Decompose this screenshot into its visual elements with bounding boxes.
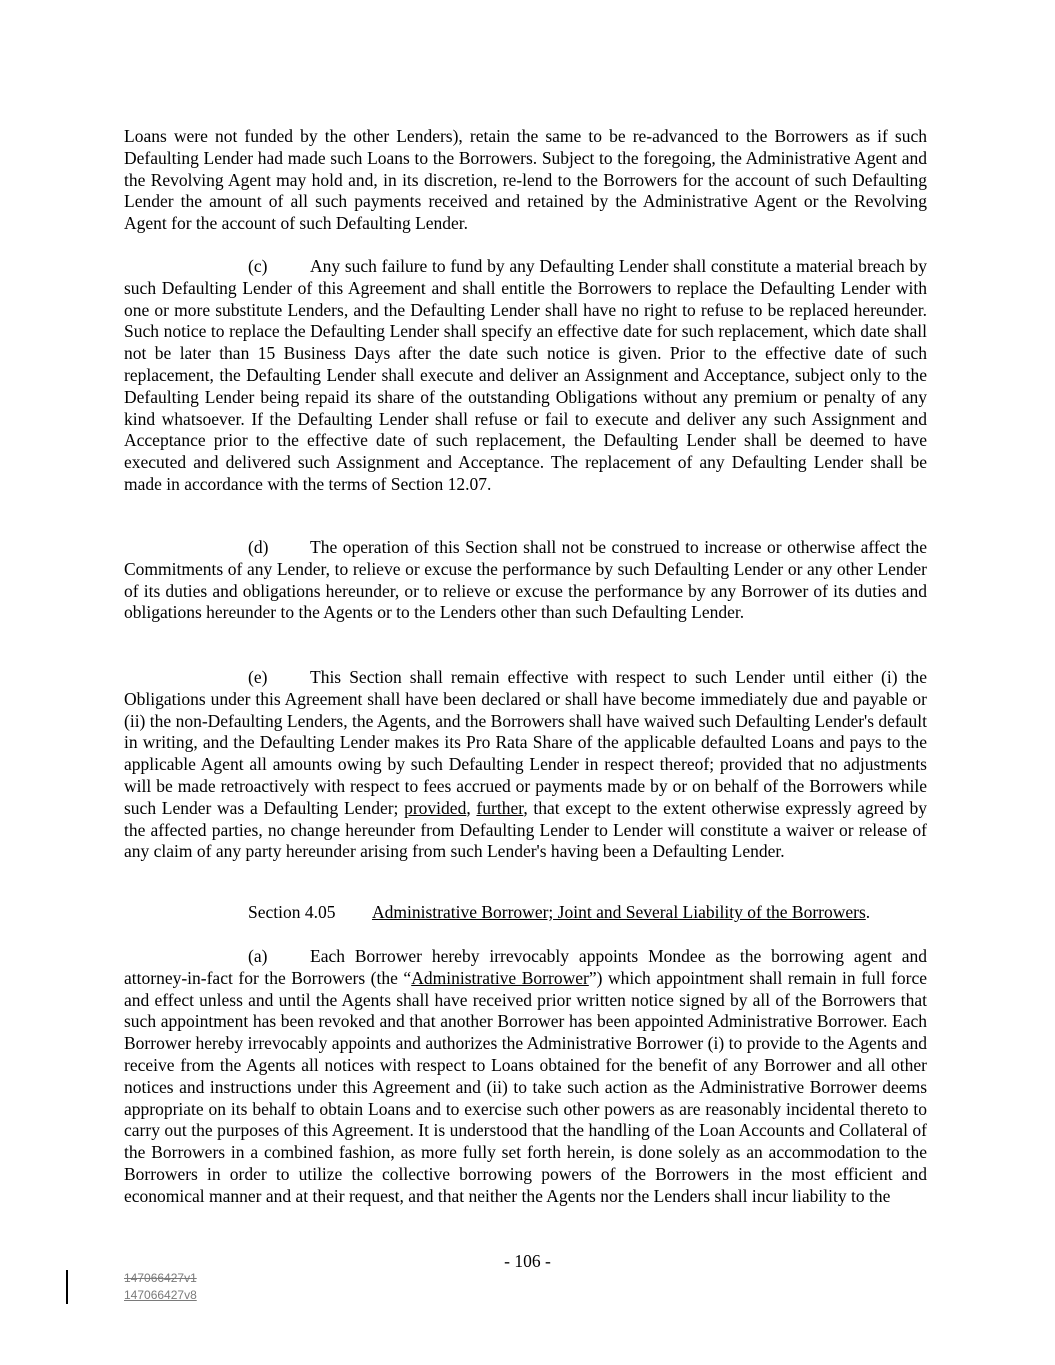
paragraph-a — [124, 946, 927, 1208]
term-further: further — [476, 797, 524, 818]
doc-id-old: 147066427v1 — [124, 1271, 197, 1285]
doc-id-new: 147066427v8 — [124, 1288, 197, 1302]
term-provided: provided — [404, 797, 467, 818]
section-number: Section 4.05 — [248, 902, 336, 922]
paragraph-d — [124, 537, 927, 624]
section-title: Administrative Borrower; Joint and Several Liability of the Borrowers — [372, 902, 866, 922]
paragraph-a-text-1: Each Borrower hereby irrevocably appoints Mondee as the borrowing agent and attorney-in-fact for the Borrowers (the “ — [124, 946, 927, 988]
paragraph-e-comma: , — [466, 797, 477, 818]
paragraph-c — [124, 256, 927, 496]
paragraph-e-text-1: This Section shall remain effective with respect to such Lender until either (i) the Obligations under this Agreement shall have been declared or shall have become immediately due and payable or (ii) the non-Defaulting Lenders, the Agents, and the Borrowers shall have waived such Defaulting Lender's default in writing, and the Defaulting Lender makes its Pro Rata Share of the applicable defaulted Loans and pays to the applicable Agent all amounts owing by such Defaulting Lender in respect thereof; provided that no adjustments will be made retroactively with respect to fees accrued or payments made by or on behalf of the Borrowers while such Lender was a Defaulting Lender; — [124, 667, 927, 818]
section-heading — [248, 902, 928, 924]
clause-label-c: (c) — [248, 256, 268, 276]
paragraph-e-text-2: , that except to the extent otherwise expressly agreed by the affected parties, no change hereunder from Defaulting Lender to Lender will constitute a waiver or release of any claim of any party hereunder arising from such Lender's having been a Defaulting Lender. — [124, 797, 927, 862]
paragraph-continuation: Loans were not funded by the other Lenders), retain the same to be re-advanced to the Borrowers as if such Defaulting Lender had made such Loans to the Borrowers. Subject to the foregoing, the Administrative Agent and the Revolving Agent may hold and, in its discretion, re-lend to the Borrowers for the account of such Defaulting Lender the amount of all such payments received and retained by the Administrative Agent or the Revolving Agent for the account of such Defaulting Lender. — [124, 126, 927, 234]
clause-label-e: (e) — [248, 667, 268, 687]
term-administrative-borrower: Administrative Borrower — [411, 967, 589, 988]
section-period: . — [865, 902, 871, 922]
page-number: - 106 - — [504, 1251, 551, 1271]
paragraph-d-text: The operation of this Section shall not be construed to increase or otherwise affect the Commitments of any Lender, to relieve or excuse the performance by such Defaulting Lender or any other Lender of its duties and obligations hereunder, or to relieve or excuse the performance by any Borrower of its duties and obligations hereunder to the Agents or to the Lenders other than such Defaulting Lender. — [124, 537, 927, 623]
clause-label-d: (d) — [248, 537, 269, 557]
paragraph-a-text-2: ”) which appointment shall remain in full force and effect unless and until the Agents shall have received prior written notice signed by all of the Borrowers that such appointment has been revoked and that another Borrower has been appointed Administrative Borrower. Each Borrower hereby irrevocably appoints and authorizes the Administrative Borrower (i) to provide to the Agents and receive from the Agents all notices with respect to Loans obtained for the benefit of any Borrower and all other notices and instructions under this Agreement and (ii) to take such action as the Administrative Borrower deems appropriate on its behalf to obtain Loans and to exercise such other powers as are reasonably incidental thereto to carry out the purposes of this Agreement. It is understood that the handling of the Loan Accounts and Collateral of the Borrowers in a combined fashion, as more fully set forth herein, is done solely as an accommodation to the Borrowers in order to utilize the collective borrowing powers of the Borrowers in the most efficient and economical manner and at their request, and that neither the Agents nor the Lenders shall incur liability to the — [124, 967, 927, 1206]
paragraph-c-text: Any such failure to fund by any Defaulting Lender shall constitute a material breach by such Defaulting Lender of this Agreement and shall entitle the Borrowers to replace the Defaulting Lender with one or more substitute Lenders, and the Defaulting Lender shall have no right to refuse to be replaced hereunder. Such notice to replace the Defaulting Lender shall specify an effective date for such replacement, which date shall not be later than 15 Business Days after the date such notice is given. Prior to the effective date of such replacement, the Defaulting Lender shall execute and deliver an Assignment and Acceptance, subject only to the Defaulting Lender being repaid its share of the outstanding Obligations without any premium or penalty of any kind whatsoever. If the Defaulting Lender shall refuse or fail to execute and deliver any such Assignment and Acceptance prior to the effective date of such replacement, the Defaulting Lender shall be deemed to have executed and delivered such Assignment and Acceptance. The replacement of any Defaulting Lender shall be made in accordance with the terms of Section 12.07. — [124, 256, 927, 494]
change-bar — [66, 1270, 68, 1304]
clause-label-a: (a) — [248, 946, 268, 966]
paragraph-e — [124, 667, 927, 863]
